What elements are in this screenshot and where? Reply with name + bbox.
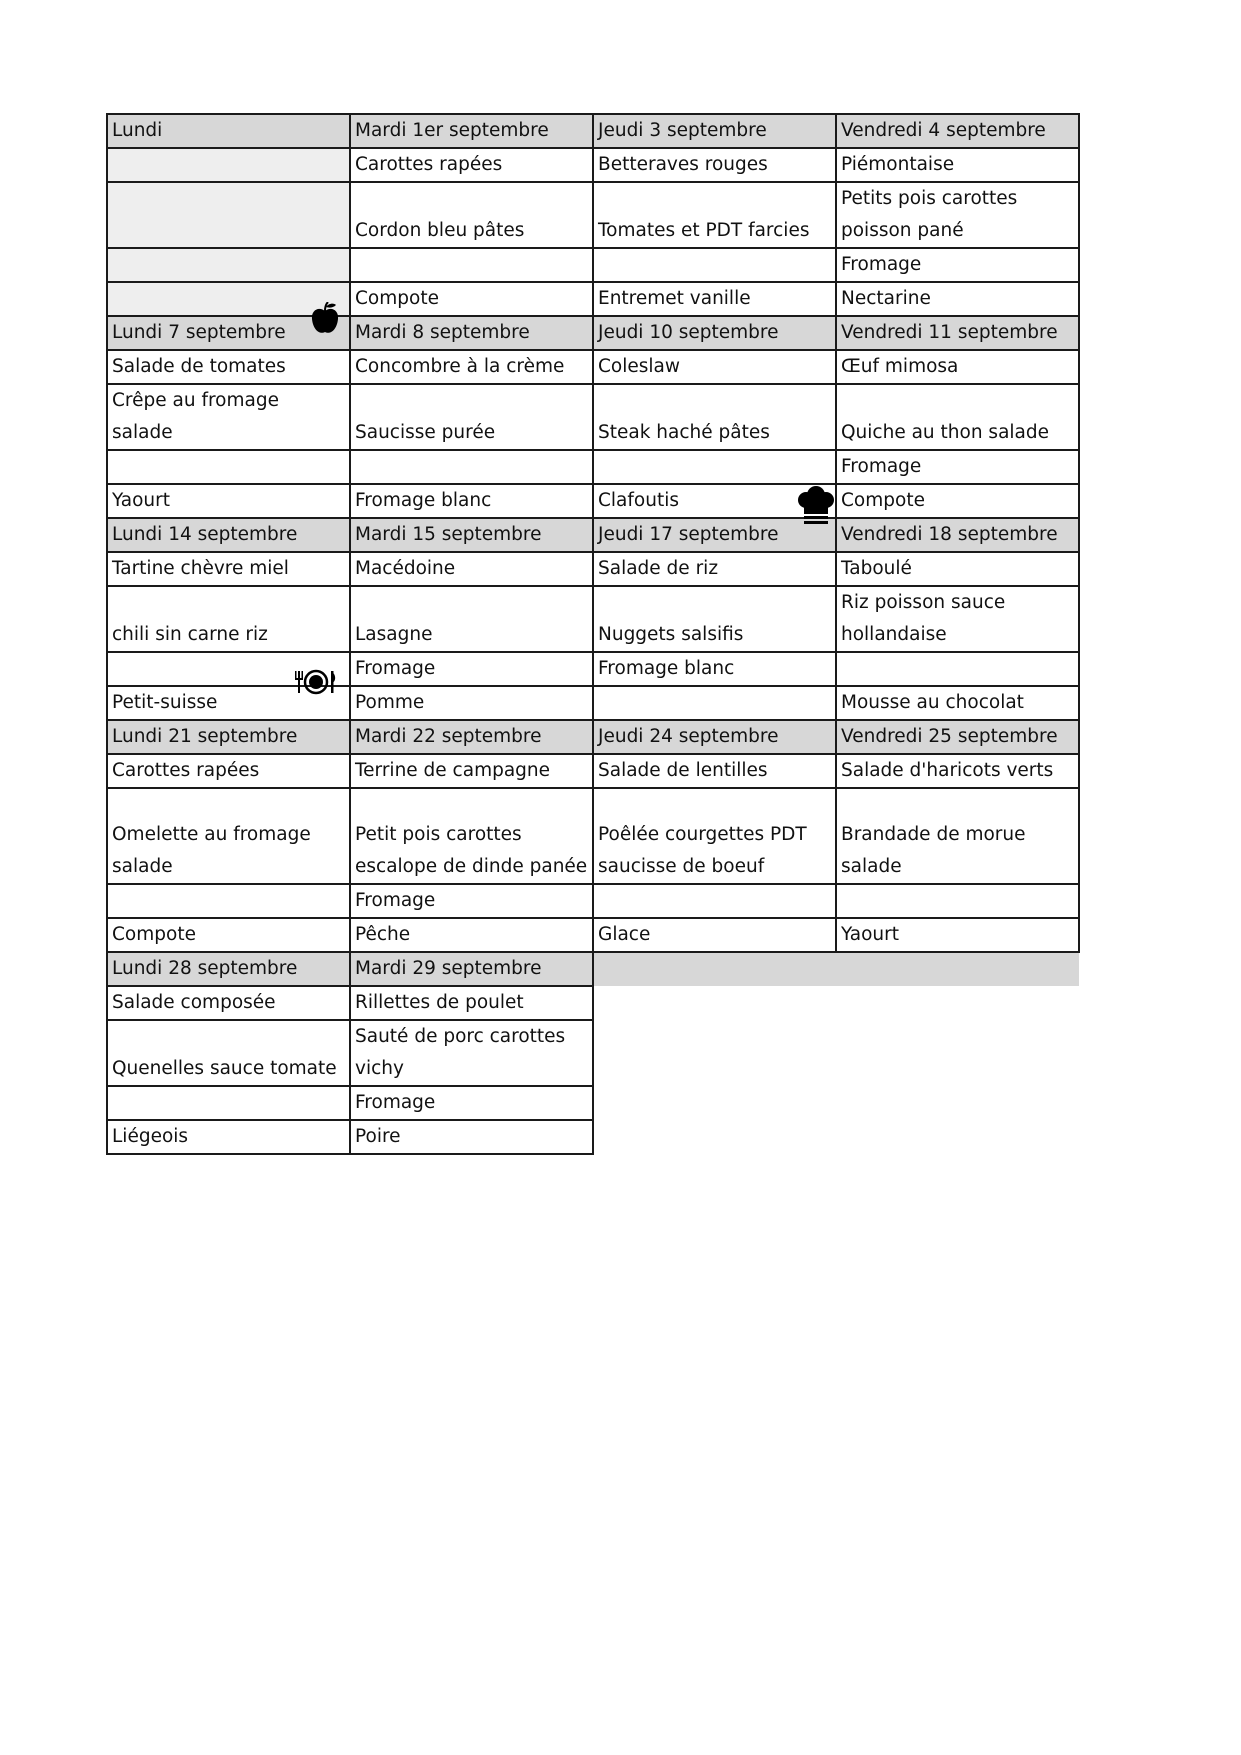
- empty-cell: [836, 1086, 1079, 1120]
- main-cell: Quiche au thon salade: [836, 384, 1079, 450]
- main-cell: Sauté de porc carottes vichy: [350, 1020, 593, 1086]
- dessert-cell: Glace: [593, 918, 836, 952]
- cheese-cell: [107, 248, 350, 282]
- day-header: Jeudi 17 septembre: [593, 518, 836, 552]
- starter-cell: Terrine de campagne: [350, 754, 593, 788]
- day-header: Jeudi 3 septembre: [593, 114, 836, 148]
- starter-cell: Salade de lentilles: [593, 754, 836, 788]
- week-4-starter-row: [107, 754, 1079, 788]
- week-2-header-row: [107, 316, 1079, 350]
- starter-cell: Œuf mimosa: [836, 350, 1079, 384]
- dessert-cell: Compote: [107, 918, 350, 952]
- main-cell: Petits pois carottes poisson pané: [836, 182, 1079, 248]
- week-1-header-row: [107, 114, 1079, 148]
- empty-cell: [593, 1086, 836, 1120]
- cheese-cell: Fromage: [836, 450, 1079, 484]
- day-header: Lundi 21 septembre: [107, 720, 350, 754]
- cheese-cell: Fromage blanc: [593, 652, 836, 686]
- dessert-cell: Yaourt: [836, 918, 1079, 952]
- cheese-cell: Fromage: [836, 248, 1079, 282]
- day-header: Mardi 15 septembre: [350, 518, 593, 552]
- empty-cell: [836, 986, 1079, 1020]
- cheese-cell: [593, 884, 836, 918]
- week-2-cheese-row: [107, 450, 1079, 484]
- main-cell: Brandade de morue salade: [836, 788, 1079, 884]
- week-5-main-row: [107, 1020, 1079, 1086]
- main-cell: Steak haché pâtes: [593, 384, 836, 450]
- week-4-header-row: [107, 720, 1079, 754]
- cheese-cell: [836, 652, 1079, 686]
- starter-cell: Concombre à la crème: [350, 350, 593, 384]
- starter-cell: Salade composée: [107, 986, 350, 1020]
- empty-cell: [836, 952, 1079, 986]
- day-header: Vendredi 4 septembre: [836, 114, 1079, 148]
- main-cell: Saucisse purée: [350, 384, 593, 450]
- starter-cell: Carottes rapées: [350, 148, 593, 182]
- empty-cell: [593, 1120, 836, 1154]
- cheese-cell: Fromage: [350, 1086, 593, 1120]
- dessert-cell: Nectarine: [836, 282, 1079, 316]
- day-header: Vendredi 11 septembre: [836, 316, 1079, 350]
- plate-cutlery-icon: [294, 668, 338, 696]
- cheese-cell: [593, 450, 836, 484]
- cheese-cell: [107, 450, 350, 484]
- dessert-cell: Compote: [836, 484, 1079, 518]
- starter-cell: Tartine chèvre miel: [107, 552, 350, 586]
- dessert-cell: Liégeois: [107, 1120, 350, 1154]
- dessert-cell: [593, 686, 836, 720]
- dessert-cell: Poire: [350, 1120, 593, 1154]
- starter-cell: Coleslaw: [593, 350, 836, 384]
- main-cell: [107, 182, 350, 248]
- main-cell: Nuggets salsifis: [593, 586, 836, 652]
- week-1-cheese-row: [107, 248, 1079, 282]
- empty-cell: [836, 1120, 1079, 1154]
- starter-cell: [107, 148, 350, 182]
- main-cell: Quenelles sauce tomate: [107, 1020, 350, 1086]
- dessert-cell: Clafoutis: [593, 484, 836, 518]
- week-1-main-row: [107, 182, 1079, 248]
- cheese-cell: [593, 248, 836, 282]
- main-cell: Riz poisson sauce hollandaise: [836, 586, 1079, 652]
- empty-cell: [593, 986, 836, 1020]
- week-5-header-row: [107, 952, 1079, 986]
- week-4-main-row: [107, 788, 1079, 884]
- starter-cell: Macédoine: [350, 552, 593, 586]
- day-header: Lundi 28 septembre: [107, 952, 350, 986]
- week-3-dessert-row: [107, 686, 1079, 720]
- day-header: Lundi: [107, 114, 350, 148]
- dessert-cell: Compote: [350, 282, 593, 316]
- cheese-cell: [350, 248, 593, 282]
- starter-cell: Rillettes de poulet: [350, 986, 593, 1020]
- cheese-cell: [350, 450, 593, 484]
- apple-icon: [310, 302, 340, 336]
- main-cell: Lasagne: [350, 586, 593, 652]
- cheese-cell: [107, 1086, 350, 1120]
- week-4-cheese-row: [107, 884, 1079, 918]
- week-3-cheese-row: [107, 652, 1079, 686]
- starter-cell: Piémontaise: [836, 148, 1079, 182]
- school-menu-table: [106, 113, 1080, 1155]
- empty-cell: [593, 1020, 836, 1086]
- day-header: Lundi 14 septembre: [107, 518, 350, 552]
- cheese-cell: Fromage: [350, 884, 593, 918]
- day-header: Jeudi 24 septembre: [593, 720, 836, 754]
- dessert-cell: Mousse au chocolat: [836, 686, 1079, 720]
- main-cell: chili sin carne riz: [107, 586, 350, 652]
- week-2-dessert-row: [107, 484, 1079, 518]
- week-5-dessert-row: [107, 1120, 1079, 1154]
- week-4-dessert-row: [107, 918, 1079, 952]
- week-2-starter-row: [107, 350, 1079, 384]
- starter-cell: Betteraves rouges: [593, 148, 836, 182]
- starter-cell: Salade de tomates: [107, 350, 350, 384]
- week-1-starter-row: [107, 148, 1079, 182]
- empty-cell: [836, 1020, 1079, 1086]
- week-2-main-row: [107, 384, 1079, 450]
- cheese-cell: Fromage: [350, 652, 593, 686]
- chef-hat-icon: [796, 486, 836, 526]
- week-3-starter-row: [107, 552, 1079, 586]
- main-cell: Petit pois carottes escalope de dinde panée: [350, 788, 593, 884]
- main-cell: Tomates et PDT farcies: [593, 182, 836, 248]
- dessert-cell: Fromage blanc: [350, 484, 593, 518]
- main-cell: Cordon bleu pâtes: [350, 182, 593, 248]
- day-header: Mardi 22 septembre: [350, 720, 593, 754]
- day-header: Lundi 7 septembre: [107, 316, 350, 350]
- dessert-cell: Pêche: [350, 918, 593, 952]
- empty-cell: [593, 952, 836, 986]
- starter-cell: Salade de riz: [593, 552, 836, 586]
- cheese-cell: [836, 884, 1079, 918]
- dessert-cell: Entremet vanille: [593, 282, 836, 316]
- week-5-cheese-row: [107, 1086, 1079, 1120]
- main-cell: Crêpe au fromage salade: [107, 384, 350, 450]
- dessert-cell: Pomme: [350, 686, 593, 720]
- dessert-cell: Petit-suisse: [107, 686, 350, 720]
- starter-cell: Carottes rapées: [107, 754, 350, 788]
- day-header: Mardi 29 septembre: [350, 952, 593, 986]
- week-1-dessert-row: [107, 282, 1079, 316]
- week-3-header-row: [107, 518, 1079, 552]
- day-header: Vendredi 18 septembre: [836, 518, 1079, 552]
- day-header: Mardi 8 septembre: [350, 316, 593, 350]
- cheese-cell: [107, 884, 350, 918]
- main-cell: Poêlée courgettes PDT saucisse de boeuf: [593, 788, 836, 884]
- day-header: Mardi 1er septembre: [350, 114, 593, 148]
- starter-cell: Salade d'haricots verts: [836, 754, 1079, 788]
- day-header: Jeudi 10 septembre: [593, 316, 836, 350]
- dessert-cell: Yaourt: [107, 484, 350, 518]
- week-5-starter-row: [107, 986, 1079, 1020]
- starter-cell: Taboulé: [836, 552, 1079, 586]
- main-cell: Omelette au fromage salade: [107, 788, 350, 884]
- week-3-main-row: [107, 586, 1079, 652]
- day-header: Vendredi 25 septembre: [836, 720, 1079, 754]
